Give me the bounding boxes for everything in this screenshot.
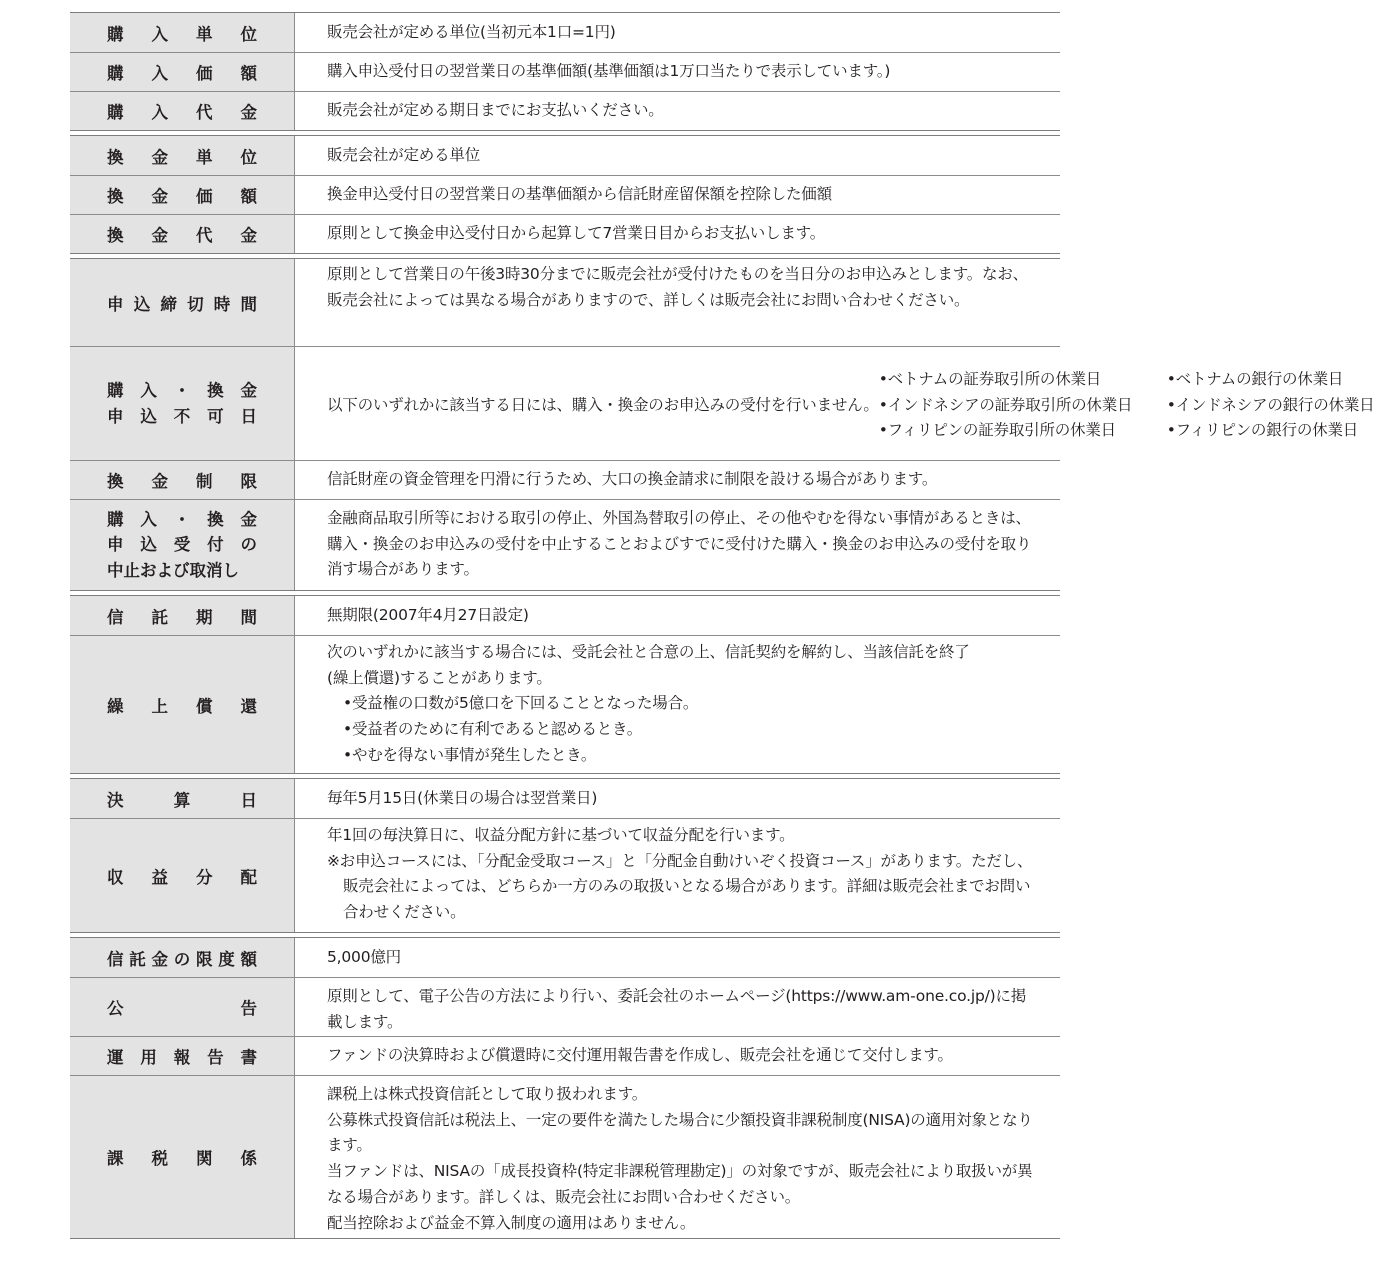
label-char: 取 [189,560,206,580]
label-char: 切 [187,294,204,314]
label-char: 還 [240,696,257,716]
label-char: し [222,560,239,580]
label-char: 算 [173,790,191,810]
list-item: •フィリピンの証券取引所の休業日 [878,421,1116,440]
row-content [295,636,1060,773]
table-row [70,175,1060,214]
label-char: 金 [151,226,168,245]
list-item: •フィリピンの銀行の休業日 [1166,421,1359,440]
label-char: 配 [240,867,257,887]
row-text: 無期限(2007年4月27日設定) [327,605,529,624]
row-content [295,779,1060,818]
label-char: 購 [107,24,124,44]
table-row [70,1036,1060,1075]
label-char: 託 [151,607,168,627]
label-char: 中 [107,560,124,580]
row-line: 年1回の毎決算日に、収益分配方針に基づいて収益分配を行います。 [327,826,795,844]
label-char: 購 [107,509,124,529]
row-content [295,176,1060,214]
row-content [295,819,1060,932]
table-row [70,938,1060,977]
label-char: よ [156,560,173,580]
label-char: 単 [196,24,213,44]
table-row [70,13,1060,52]
row-label [70,347,295,460]
label-char: 入 [151,64,168,83]
row-label-text [107,1145,257,1169]
label-char: 受 [173,535,191,555]
row-line: 課税上は株式投資信託として取り扱われます。 [327,1085,648,1103]
label-char: 償 [196,696,213,716]
table-row [70,818,1060,932]
label-char: 分 [196,867,213,887]
label-char: 託 [129,949,146,969]
row-text: 原則として換金申込受付日から起算して7営業日目からお支払いします。 [327,224,826,243]
label-char: 決 [107,790,124,810]
row-content [295,53,1060,91]
row-line: 公募株式投資信託は税法上、一定の要件を満たした場合に少額投資非課税制度(NISA)の適用対象となります。 [327,1110,1033,1155]
label-char: 告 [207,1048,224,1067]
label-char: 申 [107,535,124,555]
label-char: 換 [107,147,124,167]
row-content [295,1076,1060,1238]
row-text: 5,000億円 [327,947,401,966]
fund-terms-table [70,12,1375,1239]
row-label-text [107,604,257,628]
row-label [70,779,295,818]
row-content [295,347,1394,460]
row-text: 原則として、電子公告の方法により行い、委託会社のホームページ(https://www.am-one.co.jp/)に掲載します。 [327,987,1027,1031]
row-intro: 以下のいずれかに該当する日には、購入・換金のお申込みの受付を行いません。 [327,395,879,414]
table-row [70,596,1060,635]
label-char: 申 [107,406,124,426]
section-group [70,135,1060,254]
row-label [70,461,295,499]
row-label-text [107,946,257,970]
label-char: 期 [196,607,213,627]
label-char: 申 [107,294,124,314]
label-char: 公 [107,999,124,1018]
label-char: 金 [240,103,257,122]
label-char: 金 [151,472,168,491]
row-label [70,978,295,1036]
label-char: 代 [196,103,213,122]
row-label-text [107,787,257,811]
list-item: •インドネシアの証券取引所の休業日 [878,395,1133,414]
row-label [70,596,295,635]
row-content [295,978,1060,1036]
label-char: 入 [151,24,168,44]
section-group [70,778,1060,933]
label-char: 間 [240,607,257,627]
label-char: 入 [151,103,168,122]
row-label-lines [107,378,257,429]
list-item: •ベトナムの銀行の休業日 [1166,369,1344,388]
label-char: の [240,535,257,555]
row-line: 配当控除および益金不算入制度の適用はありません。 [327,1213,696,1232]
row-text: 金融商品取引所等における取引の停止、外国為替取引の停止、その他やむを得ない事情があるときは、購入・換金のお申込みの受付を中止することおよびすでに受付けた購入・換金のお申込みの受付を取り消す場合があります。 [327,509,1032,579]
row-label-line [107,404,257,430]
label-char: 換 [207,509,224,529]
row-content [295,92,1060,130]
row-label-text [107,291,257,315]
row-label-line [107,507,257,533]
label-char: 上 [151,696,168,716]
list-item: •ベトナムの証券取引所の休業日 [878,369,1102,388]
label-char: 換 [107,226,124,245]
row-content [295,136,1060,175]
label-char: 額 [240,64,257,83]
row-label-line [107,558,257,584]
label-char: 日 [240,406,257,426]
table-row [70,779,1060,818]
table-row [70,635,1060,773]
row-label [70,636,295,773]
list-item: •受益者のために有利であると認めるとき。 [343,720,643,739]
row-text: 購入申込受付日の翌営業日の基準価額(基準価額は1万口当たりで表示しています。) [327,62,891,81]
row-label [70,938,295,977]
label-char: 込 [133,294,151,314]
row-text: 販売会社が定める期日までにお支払いください。 [327,101,664,120]
row-text: 換金申込受付日の翌営業日の基準価額から信託財産留保額を控除した価額 [327,185,832,204]
section-group [70,937,1060,1239]
list-item: •受益権の口数が5億口を下回ることとなった場合。 [343,694,699,713]
label-char: 用 [140,1048,157,1067]
row-label [70,176,295,214]
label-char: 税 [151,1149,168,1168]
label-char: 入 [140,381,157,400]
list-item: •インドネシアの銀行の休業日 [1166,395,1375,414]
label-char: 代 [196,226,213,245]
row-line: (繰上償還)することがあります。 [327,668,552,687]
label-char: 消 [206,560,223,580]
table-row [70,214,1060,253]
label-char: 金 [240,226,257,245]
label-char: 単 [196,147,213,167]
row-text: ファンドの決算時および償還時に交付運用報告書を作成し、販売会社を通じて交付します。 [327,1046,953,1065]
label-char: ・ [173,381,191,400]
row-label-text [107,60,257,84]
label-char: 告 [240,999,257,1018]
row-note: ※お申込コースには、「分配金受取コース」と「分配金自動けいぞく投資コース」があります。ただし、販売会社によっては、どちらか一方のみの取扱いとなる場合があります。詳細は販売会社までお問い合わせください。 [327,851,1033,922]
label-char: 締 [160,294,177,314]
row-label-text [107,222,257,246]
row-label-line [107,378,257,404]
row-label [70,1076,295,1238]
row-content [295,13,1060,52]
label-char: 間 [240,294,257,314]
label-char: の [173,949,191,969]
row-label-text [107,144,257,168]
label-char: 金 [151,949,168,969]
label-char: 価 [196,64,213,83]
label-char: 限 [240,472,257,491]
label-char: 換 [107,187,124,206]
table-row [70,460,1060,499]
row-content [295,461,1060,499]
table-row [70,91,1060,130]
label-char: び [173,560,190,580]
label-char: 額 [240,187,257,206]
label-char: ・ [173,509,191,529]
label-char: 金 [240,381,257,400]
label-char: 時 [213,294,231,314]
row-line: 当ファンドは、NISAの「成長投資枠(特定非課税管理勘定)」の対象ですが、販売会社により取扱いが異なる場合があります。詳しくは、販売会社にお問い合わせください。 [327,1162,1033,1206]
label-char: 位 [240,147,257,167]
row-label-text [107,995,257,1019]
label-char: 係 [240,1149,257,1168]
row-label [70,500,295,590]
label-char: 信 [107,607,124,627]
row-label-line [107,532,257,558]
label-char: 度 [218,949,235,969]
row-label-text [107,21,257,45]
label-char: 金 [151,187,168,206]
label-char: 益 [151,867,168,887]
row-line: 次のいずれかに該当する場合には、受託会社と合意の上、信託契約を解約し、当該信託を終了 [327,643,970,661]
label-char: 金 [240,509,257,529]
label-char: 額 [240,949,257,969]
label-char: 止 [123,560,140,580]
label-char: 不 [173,406,191,426]
row-content [295,1037,1060,1075]
label-char: 価 [196,187,213,206]
row-content [295,938,1060,977]
label-char: 込 [140,535,157,555]
row-label-text [107,468,257,492]
label-char: 書 [240,1048,257,1067]
table-row [70,259,1060,346]
label-char: 購 [107,381,124,400]
row-text: 毎年5月15日(休業日の場合は翌営業日) [327,788,598,807]
label-char: 限 [196,949,213,969]
list-item: •やむを得ない事情が発生したとき。 [343,745,597,764]
label-char: 制 [196,472,213,491]
label-char: 関 [196,1149,213,1168]
row-label [70,215,295,253]
label-char: 報 [173,1048,191,1067]
table-row [70,346,1375,460]
row-label-text [107,183,257,207]
label-char: 入 [140,509,157,529]
label-char: 金 [151,147,168,167]
label-char: 可 [207,406,224,426]
table-row [70,499,1060,590]
table-row [70,977,1060,1036]
section-group [70,12,1060,131]
label-char: 運 [107,1048,124,1067]
row-content [295,500,1060,590]
row-label-text [107,99,257,123]
row-content [295,259,1060,346]
table-row [70,52,1060,91]
row-label [70,819,295,932]
row-label [70,136,295,175]
row-content [295,596,1060,635]
label-char: 込 [140,406,157,426]
label-char: 繰 [107,696,124,716]
label-char: 購 [107,103,124,122]
section-group [70,595,1060,774]
label-char: お [140,560,157,580]
row-label-text [107,864,257,888]
label-char: 位 [240,24,257,44]
closure-list [879,367,1375,444]
row-label-text [107,693,257,717]
row-label [70,1037,295,1075]
row-text: 原則として営業日の午後3時30分までに販売会社が受付けたものを当日分のお申込みとします。なお、販売会社によっては異なる場合がありますので、詳しくは販売会社にお問い合わせください。 [327,265,1028,309]
row-label [70,13,295,52]
row-label [70,53,295,91]
label-char: 日 [240,790,257,810]
section-group [70,258,1375,591]
table-row [70,1075,1060,1238]
row-label-lines [107,507,257,584]
row-content [295,215,1060,253]
label-char: 信 [107,949,124,969]
row-text: 信託財産の資金管理を円滑に行うため、大口の換金請求に制限を設ける場合があります。 [327,470,938,489]
label-char: 課 [107,1149,124,1168]
label-char: 換 [207,381,224,400]
row-label [70,259,295,346]
row-text: 販売会社が定める単位 [327,145,481,164]
label-char: 収 [107,867,124,887]
label-char: 購 [107,64,124,83]
table-row [70,136,1060,175]
row-text: 販売会社が定める単位(当初元本1口=1円) [327,22,616,41]
label-char: 換 [107,472,124,491]
label-char: 付 [207,535,224,555]
row-label-text [107,1044,257,1068]
row-label [70,92,295,130]
